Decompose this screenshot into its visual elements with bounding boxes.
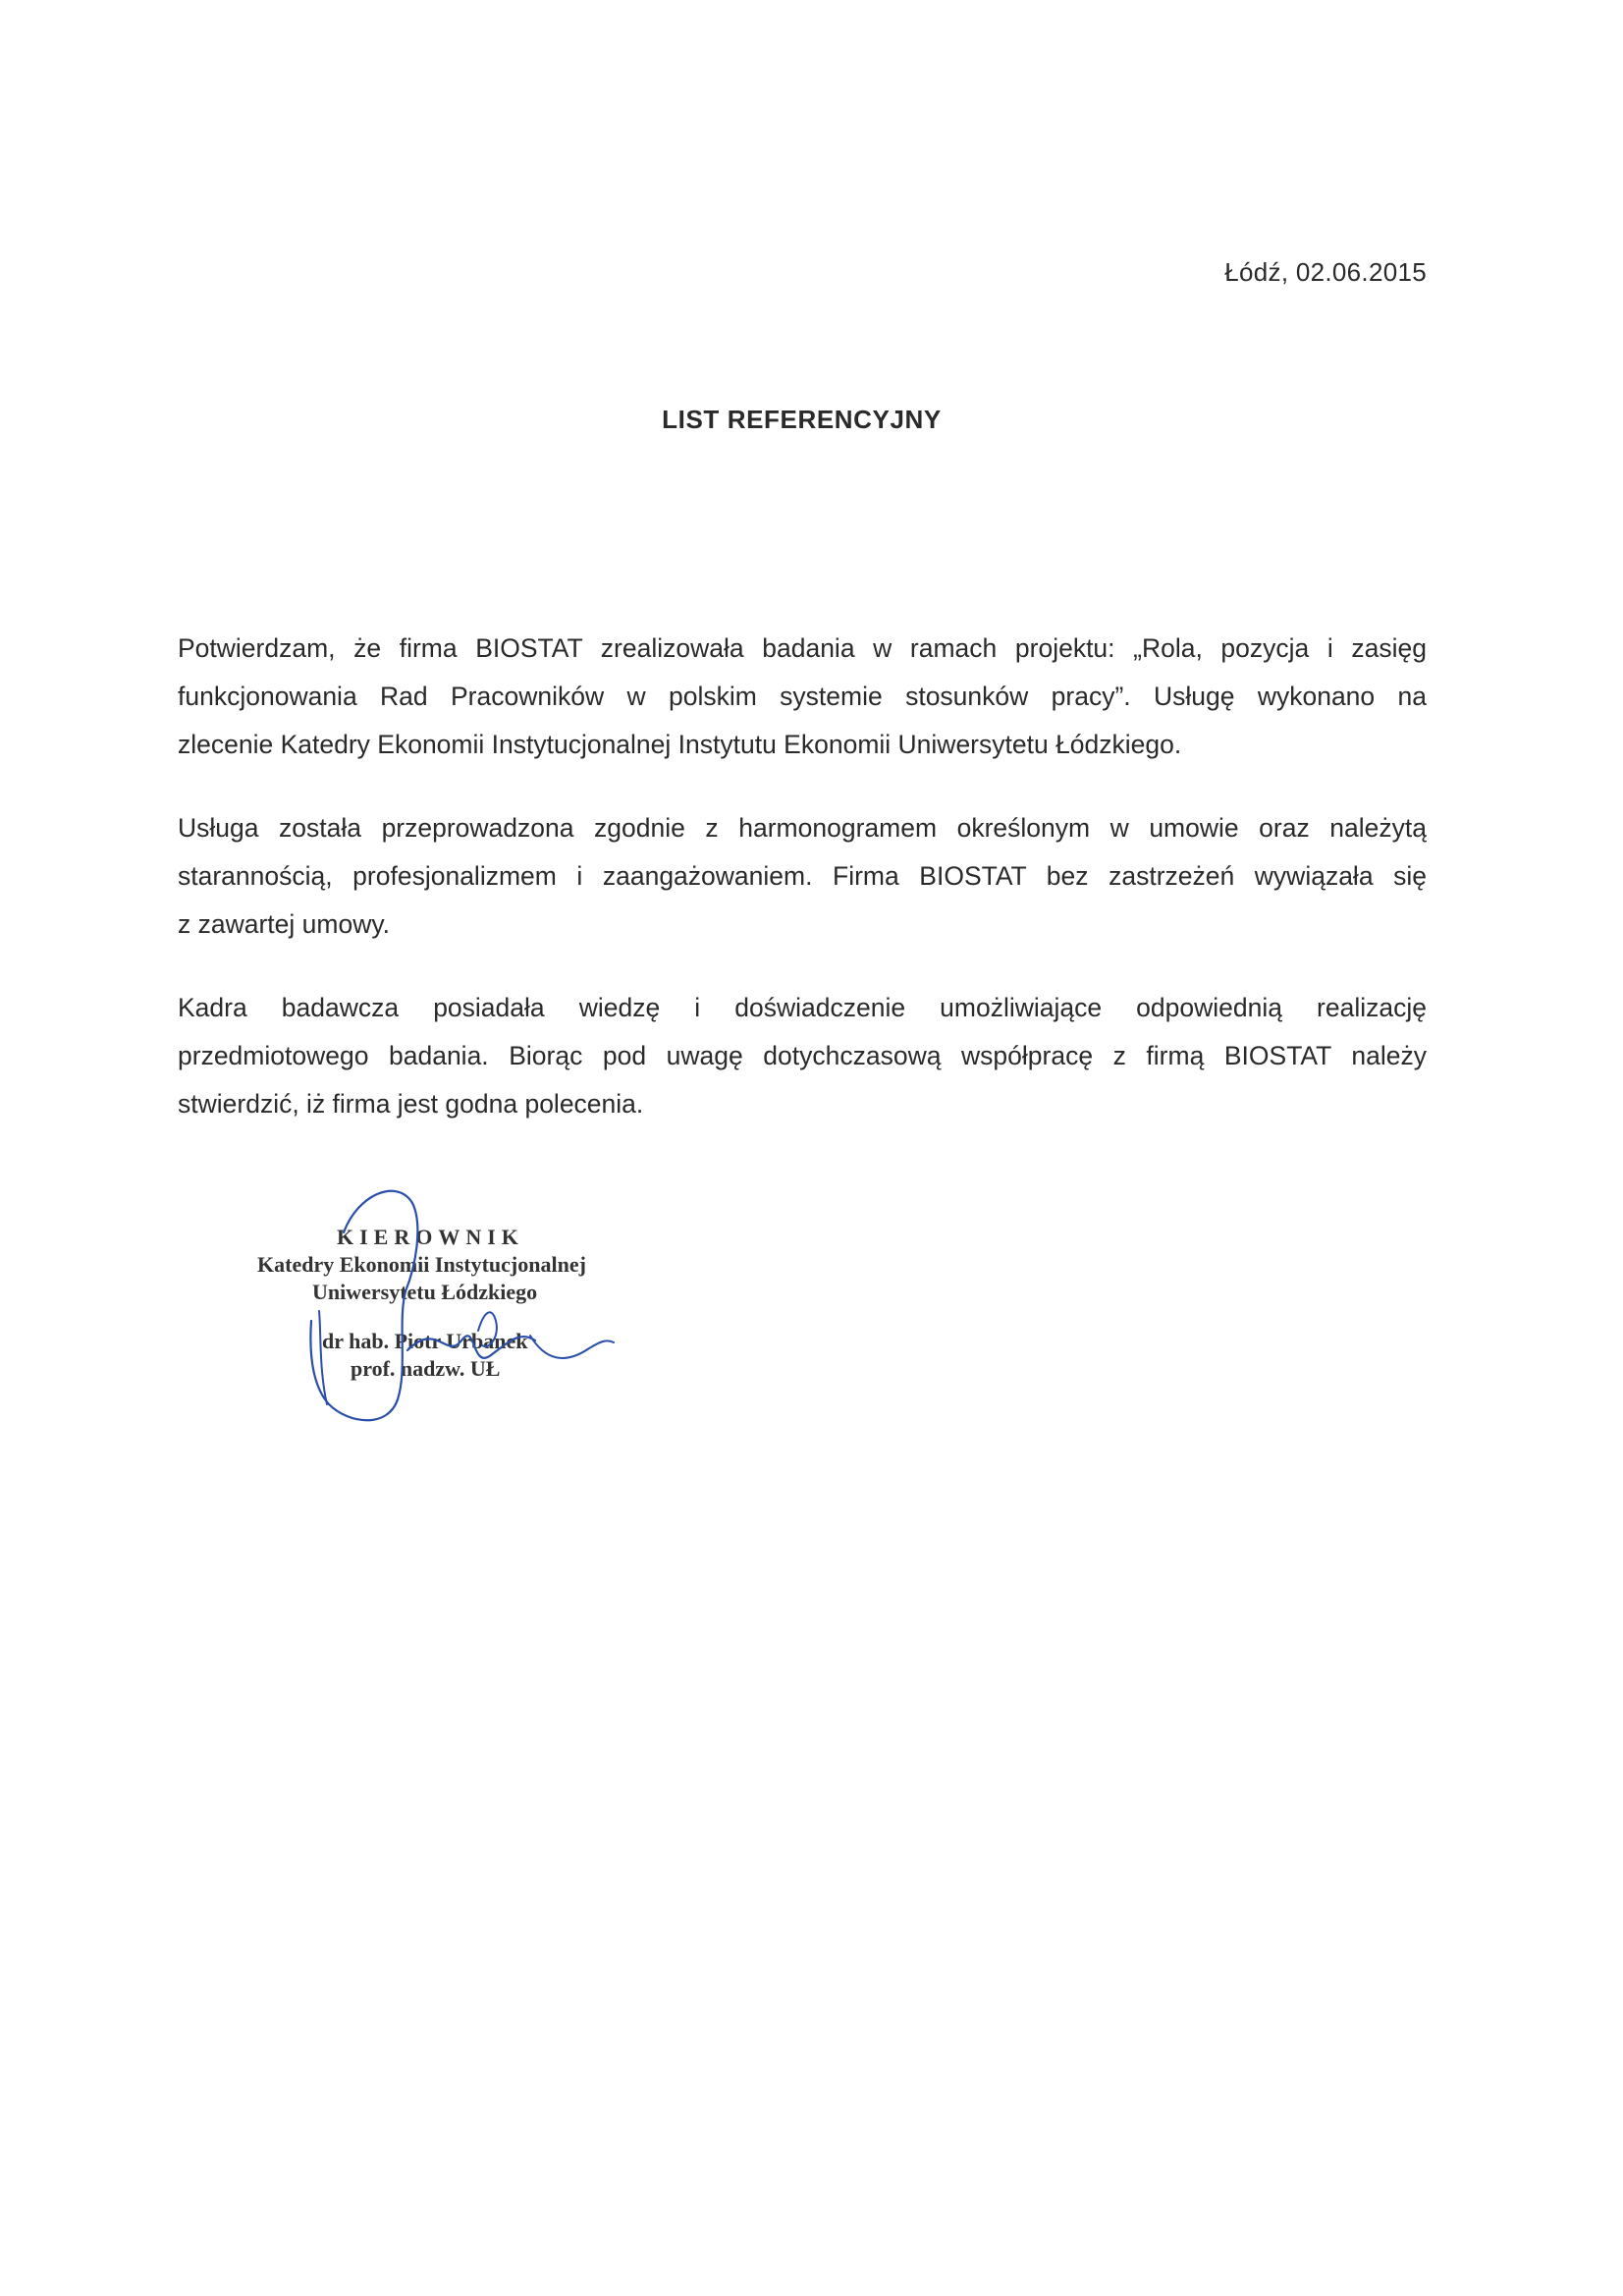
paragraph-line: stwierdzić, iż firma jest godna polecenia. [178,1089,644,1119]
stamp-heading: KIEROWNIK [337,1225,524,1249]
letter-date: Łódź, 02.06.2015 [1224,257,1427,287]
stamp-signer-title: prof. nadzw. UŁ [351,1356,501,1381]
signature-stroke-3 [530,1336,614,1358]
paragraph-line: funkcjonowania Rad Pracowników w polskim systemie stosunków pracy”. Usługę wykonano na [178,682,1427,711]
signature-stroke-1 [319,1311,327,1404]
stamp-department: Katedry Ekonomii Instytucjonalnej [257,1252,586,1277]
paragraph-2 [178,804,1427,949]
paragraph-line: z zawartej umowy. [178,909,390,939]
letter-body [178,625,1427,1164]
paragraph-3 [178,984,1427,1128]
paragraph-1 [178,625,1427,769]
stamp-signer-name: dr hab. Piotr Urbanek [322,1329,528,1353]
paragraph-line: zlecenie Katedry Ekonomii Instytucjonalnej Instytutu Ekonomii Uniwersytetu Łódzkiego. [178,730,1182,759]
signature-stamp [250,1174,623,1429]
paragraph-line: starannością, profesjonalizmem i zaangażowaniem. Firma BIOSTAT bez zastrzeżeń wywiązała się [178,861,1427,891]
stamp-university: Uniwersytetu Łódzkiego [312,1280,538,1304]
paragraph-line: Kadra badawcza posiadała wiedzę i doświadczenie umożliwiające odpowiednią realizację [178,993,1427,1022]
paragraph-line: przedmiotowego badania. Biorąc pod uwagę dotychczasową współpracę z firmą BIOSTAT należy [178,1041,1427,1070]
paragraph-line: Potwierdzam, że firma BIOSTAT zrealizowała badania w ramach projektu: „Rola, pozycja i zasięg [178,633,1427,663]
letter-title: LIST REFERENCYJNY [662,405,942,434]
paragraph-line: Usługa została przeprowadzona zgodnie z harmonogramem określonym w umowie oraz należytą [178,813,1427,843]
